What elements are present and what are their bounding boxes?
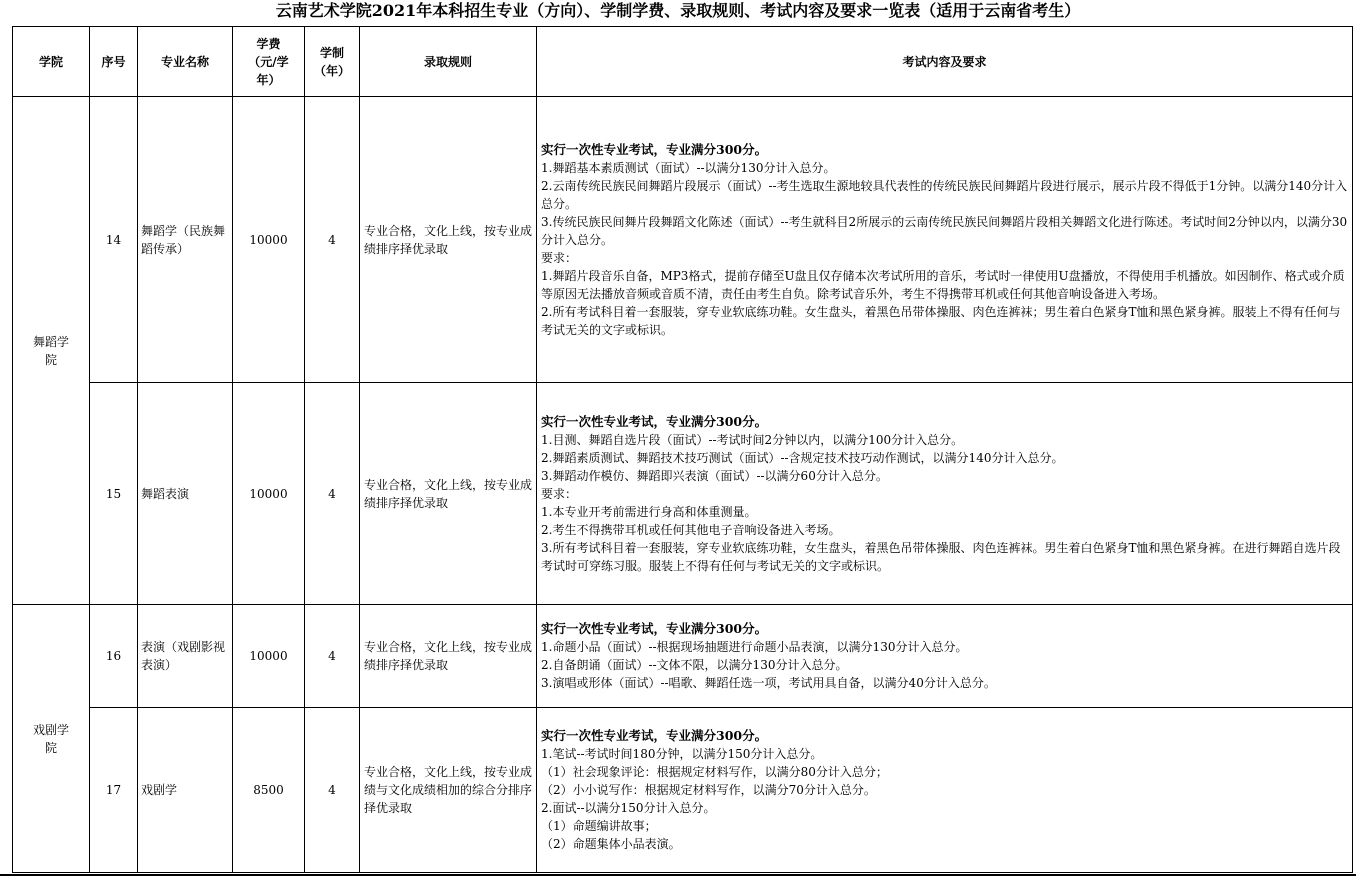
table-row: [13, 97, 1353, 383]
major-cell: 表演（戏剧影视表演）: [138, 605, 233, 708]
college-cell-dance: 舞蹈学院: [13, 97, 90, 605]
header-exam: 考试内容及要求: [537, 27, 1353, 97]
header-fee: [233, 27, 305, 97]
years-cell: 4: [305, 708, 360, 873]
header-fee-line1: 学费: [256, 36, 281, 51]
header-seq: 序号: [90, 27, 138, 97]
rule-cell: 专业合格，文化上线，按专业成绩排序择优录取: [360, 383, 537, 605]
header-major: 专业名称: [138, 27, 233, 97]
major-cell: 舞蹈学（民族舞蹈传承）: [138, 97, 233, 383]
table-row: [13, 708, 1353, 873]
exam-line: 1.目测、舞蹈自选片段（面试）--考试时间2分钟以内，以满分100分计入总分。: [541, 432, 964, 447]
header-college: 学院: [13, 27, 90, 97]
exam-line: 2.舞蹈素质测试、舞蹈技术技巧测试（面试）--含规定技术技巧动作测试，以满分140分计入总分。: [541, 450, 1064, 465]
exam-line: 3.舞蹈动作模仿、舞蹈即兴表演（面试）--以满分60分计入总分。: [541, 468, 888, 483]
header-rule: 录取规则: [360, 27, 537, 97]
rule-cell: 专业合格，文化上线，按专业成绩排序择优录取: [360, 605, 537, 708]
exam-cell: [537, 605, 1353, 708]
rule-cell: 专业合格，文化上线，按专业成绩与文化成绩相加的综合分排序择优录取: [360, 708, 537, 873]
seq-cell: 17: [90, 708, 138, 873]
years-cell: 4: [305, 383, 360, 605]
exam-line: （1）社会现象评论：根据规定材料写作，以满分80分计入总分；: [541, 765, 888, 779]
seq-cell: 16: [90, 605, 138, 708]
college-cell-drama: 戏剧学院: [13, 605, 90, 873]
rule-cell: 专业合格，文化上线，按专业成绩排序择优录取: [360, 97, 537, 383]
fee-cell: 8500: [233, 708, 305, 873]
exam-line: （1）命题编讲故事；: [541, 819, 657, 833]
table-row: [13, 605, 1353, 708]
exam-line: 1.本专业开考前需进行身高和体重测量。: [541, 504, 757, 519]
fee-cell: 10000: [233, 605, 305, 708]
seq-cell: 15: [90, 383, 138, 605]
exam-line: 1.命题小品（面试）--根据现场抽题进行命题小品表演，以满分130分计入总分。: [541, 640, 968, 654]
fee-cell: 10000: [233, 383, 305, 605]
seq-cell: 14: [90, 97, 138, 383]
page-title: 云南艺术学院2021年本科招生专业（方向）、学制学费、录取规则、考试内容及要求一览表（适用于云南省考生）: [275, 1, 1081, 20]
exam-line: 3.演唱或形体（面试）--唱歌、舞蹈任选一项，考试用具自备，以满分40分计入总分。: [541, 676, 996, 690]
exam-line: 3.传统民族民间舞片段舞蹈文化陈述（面试）--考生就科目2所展示的云南传统民族民间舞蹈片段相关舞蹈文化进行陈述。考试时间2分钟以内，以满分30分计入总分。: [541, 214, 1348, 247]
exam-line: 要求：: [541, 486, 578, 501]
major-cell: 舞蹈表演: [138, 383, 233, 605]
exam-line: 3.所有考试科目着一套服装，穿专业软底练功鞋，女生盘头，着黑色吊带体操服、肉色连裤袜。男生着白色紧身T恤和黑色紧身裤。在进行舞蹈自选片段考试时可穿练习服。服装上不得有任何与考试无关的文字或标识。: [541, 540, 1341, 573]
fee-cell: 10000: [233, 97, 305, 383]
table-row: [13, 383, 1353, 605]
exam-head: 实行一次性专业考试，专业满分300分。: [541, 141, 768, 157]
admission-table: [12, 26, 1353, 873]
major-cell: 戏剧学: [138, 708, 233, 873]
header-years-line2: （年）: [313, 63, 350, 78]
exam-cell: [537, 708, 1353, 873]
header-years-line1: 学制: [319, 45, 344, 60]
exam-line: 2.自备朗诵（面试）--文体不限，以满分130分计入总分。: [541, 658, 848, 672]
exam-head: 实行一次性专业考试，专业满分300分。: [541, 413, 768, 429]
exam-line: 2.考生不得携带耳机或任何其他电子音响设备进入考场。: [541, 522, 841, 537]
exam-line: 1.舞蹈基本素质测试（面试）--以满分130分计入总分。: [541, 160, 836, 175]
exam-line: 1.笔试--考试时间180分钟，以满分150分计入总分。: [541, 747, 823, 761]
exam-line: 要求：: [541, 250, 578, 265]
exam-line: 1.舞蹈片段音乐自备，MP3格式，提前存储至U盘且仅存储本次考试所用的音乐，考试时一律使用U盘播放，不得使用手机播放。如因制作、格式或介质等原因无法播放音频或音质不清，责任由考生自负。除考试音乐外，考生不得携带耳机或任何其他音响设备进入考场。: [541, 268, 1345, 301]
header-fee-line3: 年）: [256, 72, 281, 87]
header-fee-line2: （元/学: [248, 54, 289, 69]
exam-line: 2.所有考试科目着一套服装，穿专业软底练功鞋。女生盘头，着黑色吊带体操服、肉色连裤袜；男生着白色紧身T恤和黑色紧身裤。服装上不得有任何与考试无关的文字或标识。: [541, 304, 1341, 337]
exam-cell: [537, 97, 1353, 383]
exam-head: 实行一次性专业考试，专业满分300分。: [541, 621, 768, 636]
years-cell: 4: [305, 605, 360, 708]
header-years: [305, 27, 360, 97]
header-row: [13, 27, 1353, 97]
exam-line: 2.云南传统民族民间舞蹈片段展示（面试）--考生选取生源地较具代表性的传统民族民间舞蹈片段进行展示，展示片段不得低于1分钟。以满分140分计入总分。: [541, 178, 1348, 211]
bottom-border: [0, 874, 1356, 876]
exam-head: 实行一次性专业考试，专业满分300分。: [541, 728, 768, 743]
exam-line: 2.面试--以满分150分计入总分。: [541, 801, 716, 815]
exam-cell: [537, 383, 1353, 605]
exam-line: （2）小小说写作：根据规定材料写作，以满分70分计入总分。: [541, 783, 876, 797]
years-cell: 4: [305, 97, 360, 383]
exam-line: （2）命题集体小品表演。: [541, 837, 681, 851]
